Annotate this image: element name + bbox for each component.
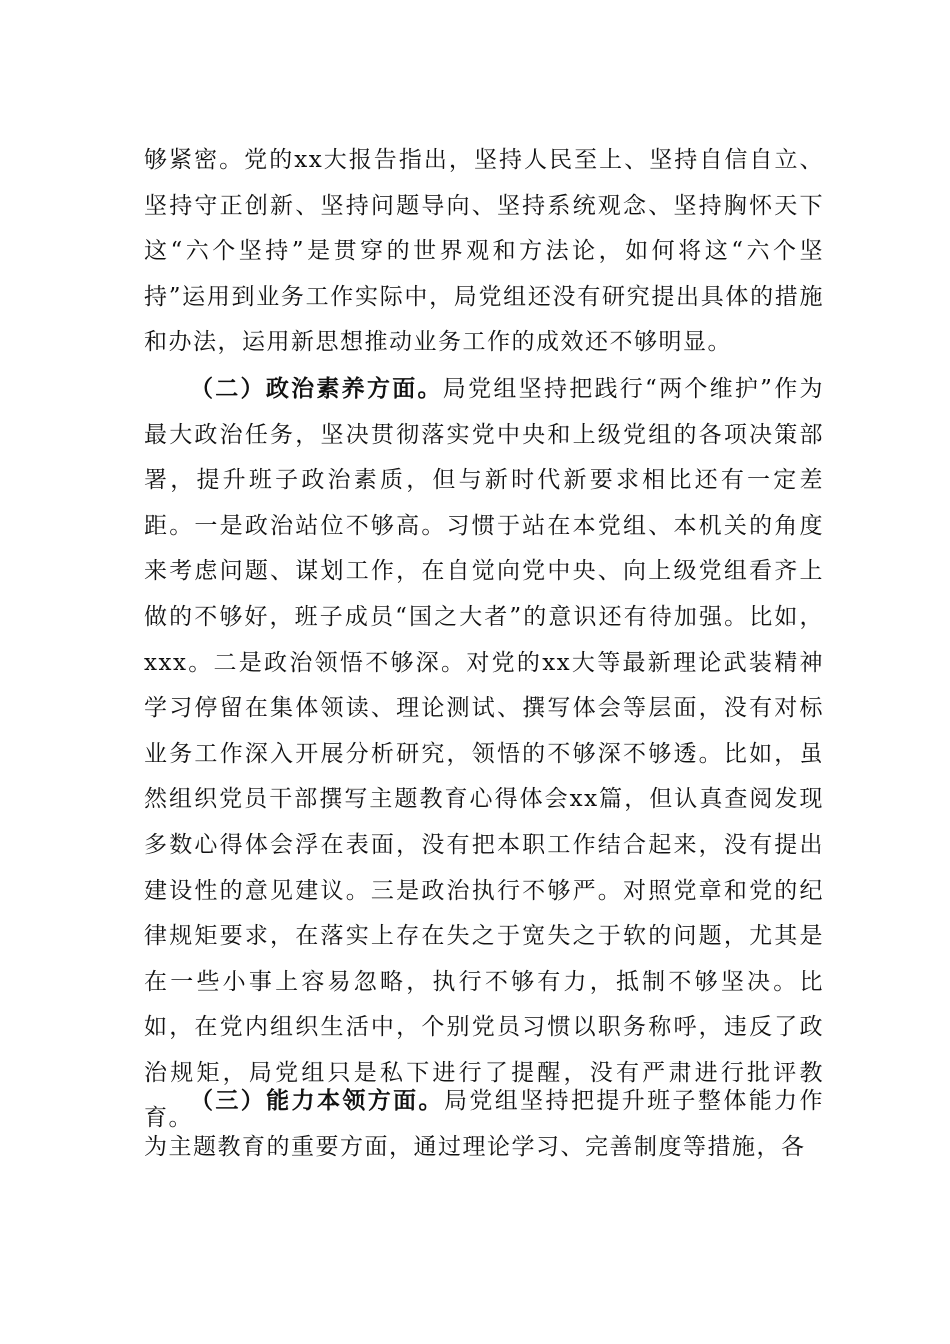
document-body-continued — [144, 1078, 824, 1170]
paragraph-text: 局党组坚持把践行“两个维护”作为最大政治任务，坚决贯彻落实党中央和上级党组的各项决策部署，提升班子政治素质，但与新时代新要求相比还有一定差距。一是政治站位不够高。习惯于站在本党组、本机关的角度来考虑问题、谋划工作，在自觉向党中央、向上级党组看齐上做的不够好，班子成员“国之大者”的意识还有待加强。比如，xxx。二是政治领悟不够深。对党的xx大等最新理论武装精神学习停留在集体领读、理论测试、撰写体会等层面，没有对标业务工作深入开展分析研究，领悟的不够深不够透。比如，虽然组织党员干部撰写主题教育心得体会xx篇，但认真查阅发现多数心得体会浮在表面，没有把本职工作结合起来，没有提出建设性的意见建议。三是政治执行不够严。对照党章和党的纪律规矩要求，在落实上存在失之于宽失之于软的问题，尤其是在一些小事上容易忽略，执行不够有力，抵制不够坚决。比如，在党内组织生活中，个别党员习惯以职务称呼，违反了政治规矩，局党组只是私下进行了提醒，没有严肃进行批评教育。 — [144, 375, 824, 1132]
document-body — [144, 138, 824, 1142]
section-heading-political-quality: （二）政治素养方面。 — [190, 374, 443, 402]
paragraph-text: 够紧密。党的xx大报告指出，坚持人民至上、坚持自信自立、坚持守正创新、坚持问题导向、坚持系统观念、坚持胸怀天下这“六个坚持”是贯穿的世界观和方法论，如何将这“六个坚持”运用到业务工作实际中，局党组还没有研究提出具体的措施和办法，运用新思想推动业务工作的成效还不够明显。 — [144, 147, 824, 356]
section-heading-ability: （三）能力本领方面。 — [190, 1087, 444, 1114]
paragraph-continuation — [144, 138, 824, 366]
paragraph-ability — [144, 1078, 824, 1170]
paragraph-political-quality — [144, 366, 824, 1142]
paragraph-text: 局党组坚持把提升班子整体能力作为主题教育的重要方面，通过理论学习、完善制度等措施，各 — [144, 1088, 825, 1160]
